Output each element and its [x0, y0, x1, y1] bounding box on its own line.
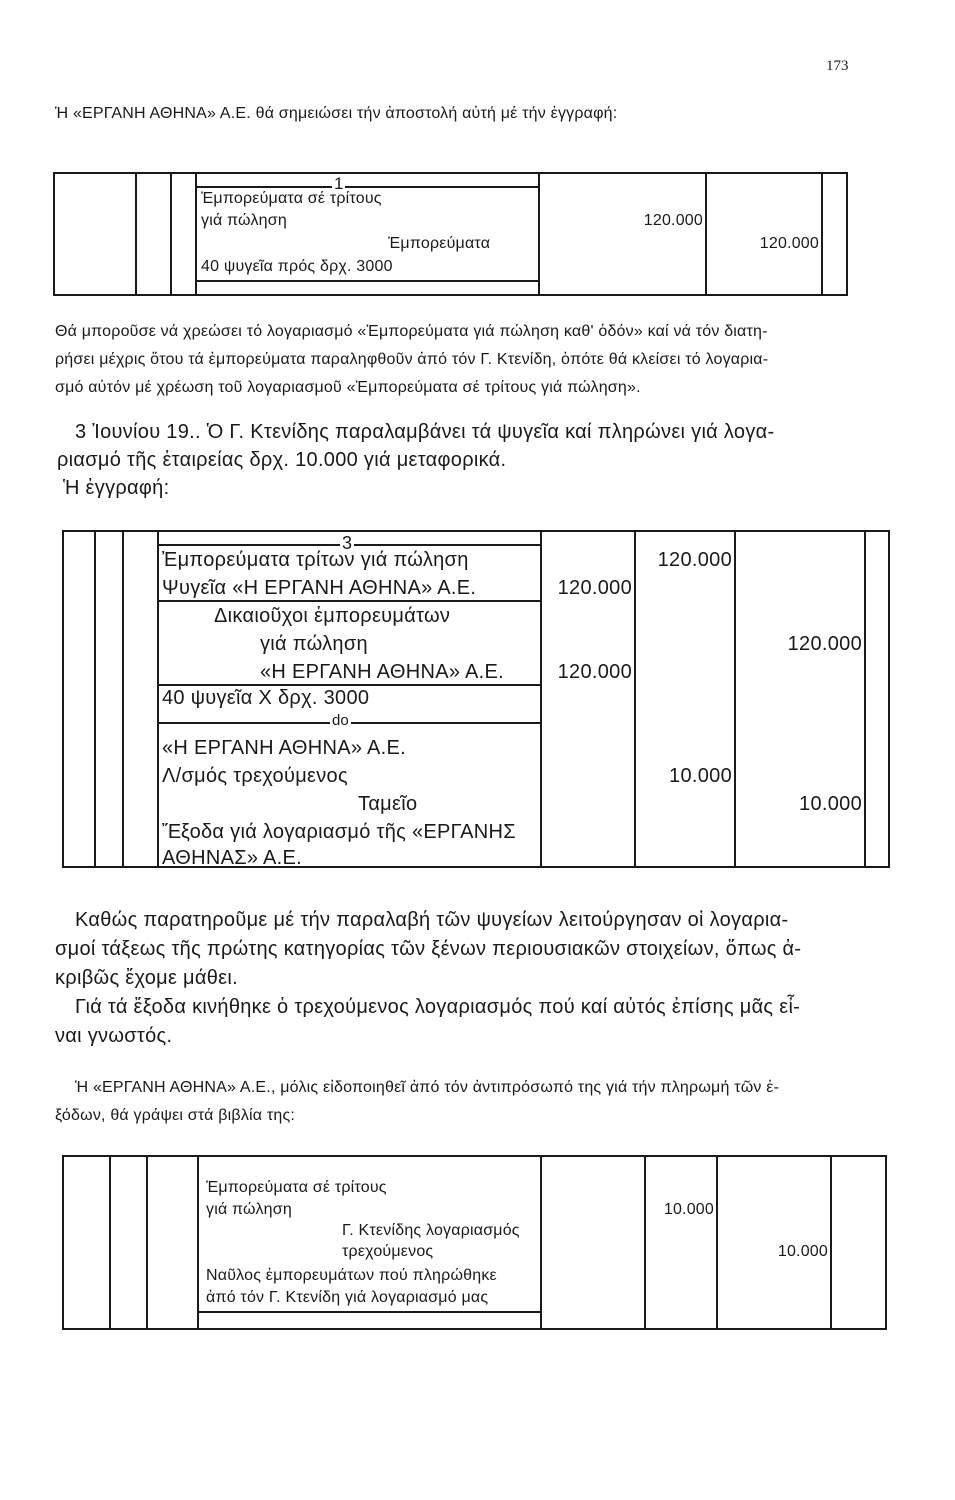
- ledger-entry-last: [62, 1155, 887, 1330]
- ledger-column-divider: [195, 174, 197, 294]
- entry-amount-9: 10.000: [799, 793, 862, 815]
- entry-line-11: ΑΘΗΝΑΣ» Α.Ε.: [162, 847, 303, 869]
- entry-description: 40 ψυγεῖα πρός δρχ. 3000: [201, 258, 393, 275]
- paragraph-line: σμό αὐτόν μέ χρέωση τοῦ λογαριασμοῦ «Ἐμπορεύματα σέ τρίτους γιά πώληση».: [55, 379, 641, 396]
- ledger-column-divider: [157, 532, 159, 866]
- credit-account-line2: τρεχούμενος: [342, 1243, 434, 1260]
- debit-amount: 10.000: [663, 1201, 714, 1218]
- paragraph-line: 3 Ἰουνίου 19.. Ὁ Γ. Κτενίδης παραλαμβάνει τά ψυγεῖα καί πληρώνει γιά λογα-: [75, 421, 775, 443]
- paragraph-line: ναι γνωστός.: [55, 1025, 173, 1047]
- paragraph-line: κριβῶς ἔχομε μάθει.: [55, 967, 238, 989]
- paragraph-line: ριασμό τῆς ἑταιρείας δρχ. 10.000 γιά μεταφορικά.: [57, 449, 507, 471]
- description-line2: ἀπό τόν Γ. Κτενίδη γιά λογαριασμό μας: [206, 1289, 489, 1306]
- debit-account-line2: γιά πώληση: [201, 212, 287, 229]
- entry-line-6: 40 ψυγεῖα Χ δρχ. 3000: [162, 687, 370, 709]
- ledger-column-divider: [644, 1157, 646, 1328]
- ledger-column-divider: [634, 532, 636, 866]
- entry-amount-1: 120.000: [657, 549, 732, 571]
- ledger-column-divider: [109, 1157, 111, 1328]
- entry-line-10: Ἔξοδα γιά λογαριασμό τῆς «ΕΡΓΑΝΗΣ: [162, 821, 516, 843]
- entry-amount-4: 120.000: [787, 633, 862, 655]
- entry-footer-rule: [195, 280, 538, 282]
- paragraph-3: [55, 906, 801, 1051]
- paragraph-line: Θά μποροῦσε νά χρεώσει τό λογαριασμό «Ἐμπορεύματα γιά πώληση καθ' ὁδόν» καί νά τόν διατη-: [55, 323, 768, 340]
- page-number: 173: [826, 58, 849, 74]
- description-line1: Ναῦλος ἐμπορευμάτων πού πληρώθηκε: [206, 1267, 497, 1284]
- entry-line-4: γιά πώληση: [260, 633, 368, 655]
- credit-account-line1: Γ. Κτενίδης λογαριασμός: [342, 1222, 520, 1239]
- debit-account-line1: Ἐμπορεύματα σέ τρίτους: [201, 190, 382, 207]
- entry-footer-rule: [197, 1311, 540, 1313]
- paragraph-line: σμοί τάξεως τῆς πρώτης κατηγορίας τῶν ξένων περιουσιακῶν στοιχείων, ὅπως ἀ-: [55, 938, 802, 960]
- paragraph-line: Καθώς παρατηροῦμε μέ τήν παραλαβή τῶν ψυγείων λειτούργησαν οἱ λογαρια-: [75, 909, 789, 931]
- paragraph-1: [55, 318, 768, 402]
- entry-amount-8: 10.000: [669, 765, 732, 787]
- ledger-column-divider: [538, 174, 540, 294]
- paragraph-line: ρήσει μέχρις ὅτου τά ἐμπορεύματα παραληφθοῦν ἀπό τόν Γ. Κτενίδη, ὁπότε θά κλείσει τό λογαρια-: [55, 351, 769, 368]
- ledger-column-divider: [716, 1157, 718, 1328]
- ledger-column-divider: [830, 1157, 832, 1328]
- ledger-column-divider: [135, 174, 137, 294]
- ledger-column-divider: [540, 1157, 542, 1328]
- intro-text: Ἡ «ΕΡΓΑΝΗ ΑΘΗΝΑ» Α.Ε. θά σημειώσει τήν ἀποστολή αὐτή μέ τήν ἐγγραφή:: [55, 105, 618, 122]
- ditto-mark: do: [332, 712, 349, 729]
- credit-amount: 120.000: [759, 235, 819, 252]
- ledger-column-divider: [864, 532, 866, 866]
- entry-amount-5: 120.000: [557, 661, 632, 683]
- entry-line-5: «Η ΕΡΓΑΝΗ ΑΘΗΝΑ» Α.Ε.: [260, 661, 505, 683]
- ledger-column-divider: [122, 532, 124, 866]
- paragraph-2: [57, 418, 775, 502]
- ledger-column-divider: [821, 174, 823, 294]
- paragraph-line: ξόδων, θά γράψει στά βιβλία της:: [55, 1107, 296, 1124]
- entry-line-8: Λ/σμός τρεχούμενος: [162, 765, 348, 787]
- ledger-column-divider: [146, 1157, 148, 1328]
- entry-line-1: Ἐμπορεύματα τρίτων γιά πώληση: [162, 549, 469, 571]
- debit-account-line2: γιά πώληση: [206, 1201, 292, 1218]
- ledger-column-divider: [170, 174, 172, 294]
- ledger-column-divider: [734, 532, 736, 866]
- entry-amount-2: 120.000: [557, 577, 632, 599]
- ledger-entry-1: [53, 172, 848, 296]
- debit-account-line1: Ἐμπορεύματα σέ τρίτους: [206, 1179, 387, 1196]
- ledger-column-divider: [197, 1157, 199, 1328]
- entry-line-2: Ψυγεῖα «Η ΕΡΓΑΝΗ ΑΘΗΝΑ» Α.Ε.: [162, 577, 477, 599]
- entry-number: 1: [334, 174, 344, 193]
- paragraph-line: Ἡ «ΕΡΓΑΝΗ ΑΘΗΝΑ» Α.Ε., μόλις εἰδοποιηθεῖ ἀπό τόν ἀντιπρόσωπό της γιά τήν πληρωμή τῶν ἐ-: [75, 1079, 780, 1096]
- entry-number: 3: [342, 533, 353, 553]
- entry-line-9: Ταμεῖο: [358, 793, 418, 815]
- ledger-column-divider: [705, 174, 707, 294]
- entry-line-7: «Η ΕΡΓΑΝΗ ΑΘΗΝΑ» Α.Ε.: [162, 737, 407, 759]
- debit-amount: 120.000: [643, 212, 703, 229]
- ledger-column-divider: [94, 532, 96, 866]
- entry-line-3: Δικαιοῦχοι ἐμπορευμάτων: [214, 605, 451, 627]
- paragraph-line: Γιά τά ἔξοδα κινήθηκε ὁ τρεχούμενος λογαριασμός πού καί αὐτός ἐπίσης μᾶς εἶ-: [75, 996, 801, 1018]
- paragraph-4: [55, 1074, 779, 1130]
- credit-amount: 10.000: [777, 1243, 828, 1260]
- credit-account: Ἐμπορεύματα: [388, 235, 491, 252]
- ledger-entry-3: [62, 530, 890, 868]
- paragraph-line: Ἡ ἐγγραφή:: [63, 477, 170, 499]
